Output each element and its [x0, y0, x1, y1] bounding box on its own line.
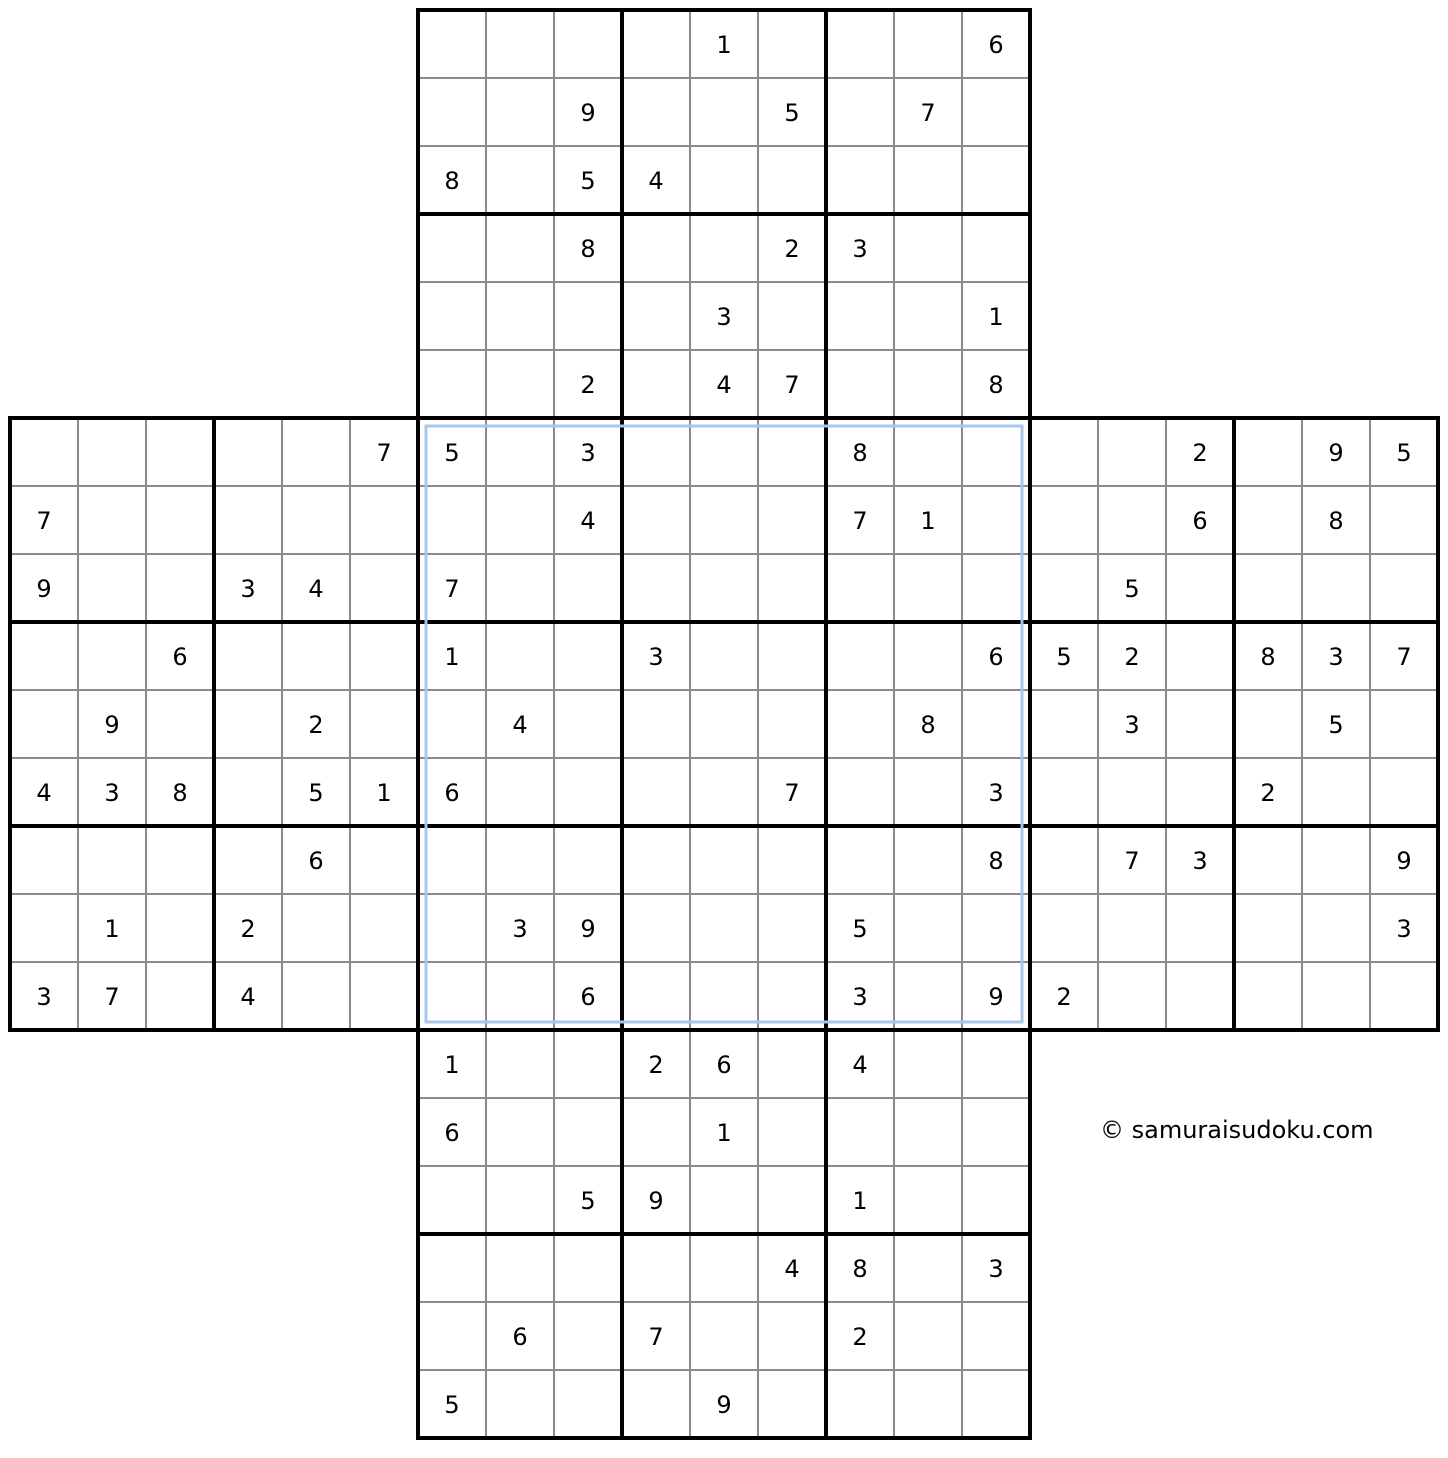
given-digit: 6	[1192, 507, 1208, 535]
given-digit: 6	[444, 779, 460, 807]
given-digit: 7	[920, 99, 936, 127]
given-digit: 9	[36, 575, 52, 603]
given-digit: 3	[648, 643, 664, 671]
given-digit: 7	[36, 507, 52, 535]
given-digit: 5	[444, 1391, 460, 1419]
given-digits	[36, 31, 1411, 1419]
given-digit: 9	[716, 1391, 732, 1419]
given-digit: 3	[512, 915, 528, 943]
given-digit: 7	[376, 439, 392, 467]
given-digit: 8	[920, 711, 936, 739]
given-digit: 6	[308, 847, 324, 875]
given-digit: 8	[1328, 507, 1344, 535]
given-digit: 3	[240, 575, 256, 603]
given-digit: 9	[1328, 439, 1344, 467]
given-digit: 7	[852, 507, 868, 535]
grid-frames	[10, 10, 1438, 1438]
given-digit: 2	[1192, 439, 1208, 467]
given-digit: 1	[920, 507, 936, 535]
given-digit: 9	[648, 1187, 664, 1215]
given-digit: 9	[580, 915, 596, 943]
given-digit: 6	[172, 643, 188, 671]
given-digit: 6	[580, 983, 596, 1011]
given-digit: 5	[580, 1187, 596, 1215]
given-digit: 2	[1056, 983, 1072, 1011]
given-digit: 1	[376, 779, 392, 807]
given-digit: 4	[580, 507, 596, 535]
given-digit: 8	[172, 779, 188, 807]
given-digit: 1	[716, 31, 732, 59]
given-digit: 9	[988, 983, 1004, 1011]
given-digit: 1	[716, 1119, 732, 1147]
given-digit: 7	[104, 983, 120, 1011]
given-digit: 4	[512, 711, 528, 739]
given-digit: 8	[988, 847, 1004, 875]
thin-grid-lines	[10, 10, 1438, 1438]
given-digit: 8	[1260, 643, 1276, 671]
given-digit: 1	[444, 1051, 460, 1079]
given-digit: 2	[852, 1323, 868, 1351]
given-digit: 5	[1328, 711, 1344, 739]
given-digit: 3	[104, 779, 120, 807]
given-digit: 2	[1260, 779, 1276, 807]
given-digit: 7	[444, 575, 460, 603]
given-digit: 6	[444, 1119, 460, 1147]
given-digit: 7	[1124, 847, 1140, 875]
box-border-lines	[10, 10, 1438, 1438]
given-digit: 4	[716, 371, 732, 399]
given-digit: 4	[36, 779, 52, 807]
given-digit: 2	[1124, 643, 1140, 671]
given-digit: 8	[852, 439, 868, 467]
given-digit: 5	[1124, 575, 1140, 603]
given-digit: 1	[444, 643, 460, 671]
given-digit: 5	[1396, 439, 1412, 467]
given-digit: 6	[988, 31, 1004, 59]
given-digit: 9	[580, 99, 596, 127]
given-digit: 5	[852, 915, 868, 943]
given-digit: 4	[648, 167, 664, 195]
given-digit: 2	[308, 711, 324, 739]
given-digit: 3	[1124, 711, 1140, 739]
given-digit: 3	[852, 235, 868, 263]
given-digit: 6	[512, 1323, 528, 1351]
given-digit: 5	[308, 779, 324, 807]
given-digit: 3	[716, 303, 732, 331]
given-digit: 3	[1328, 643, 1344, 671]
given-digit: 3	[36, 983, 52, 1011]
given-digit: 3	[1396, 915, 1412, 943]
given-digit: 8	[444, 167, 460, 195]
given-digit: 9	[1396, 847, 1412, 875]
given-digit: 7	[1396, 643, 1412, 671]
given-digit: 8	[852, 1255, 868, 1283]
given-digit: 7	[648, 1323, 664, 1351]
given-digit: 1	[104, 915, 120, 943]
given-digit: 7	[784, 779, 800, 807]
given-digit: 3	[852, 983, 868, 1011]
given-digit: 5	[580, 167, 596, 195]
given-digit: 3	[988, 779, 1004, 807]
given-digit: 3	[1192, 847, 1208, 875]
given-digit: 4	[240, 983, 256, 1011]
given-digit: 2	[580, 371, 596, 399]
given-digit: 6	[716, 1051, 732, 1079]
center-grid-frame	[418, 418, 1030, 1030]
given-digit: 3	[580, 439, 596, 467]
given-digit: 1	[988, 303, 1004, 331]
given-digit: 4	[784, 1255, 800, 1283]
given-digit: 1	[852, 1187, 868, 1215]
given-digit: 5	[784, 99, 800, 127]
given-digit: 8	[988, 371, 1004, 399]
given-digit: 7	[784, 371, 800, 399]
given-digit: 5	[1056, 643, 1072, 671]
given-digit: 4	[852, 1051, 868, 1079]
given-digit: 8	[580, 235, 596, 263]
given-digit: 2	[784, 235, 800, 263]
copyright-text: © samuraisudoku.com	[1100, 1116, 1374, 1144]
given-digit: 3	[988, 1255, 1004, 1283]
given-digit: 2	[648, 1051, 664, 1079]
given-digit: 9	[104, 711, 120, 739]
given-digit: 2	[240, 915, 256, 943]
given-digit: 4	[308, 575, 324, 603]
given-digit: 5	[444, 439, 460, 467]
given-digit: 6	[988, 643, 1004, 671]
